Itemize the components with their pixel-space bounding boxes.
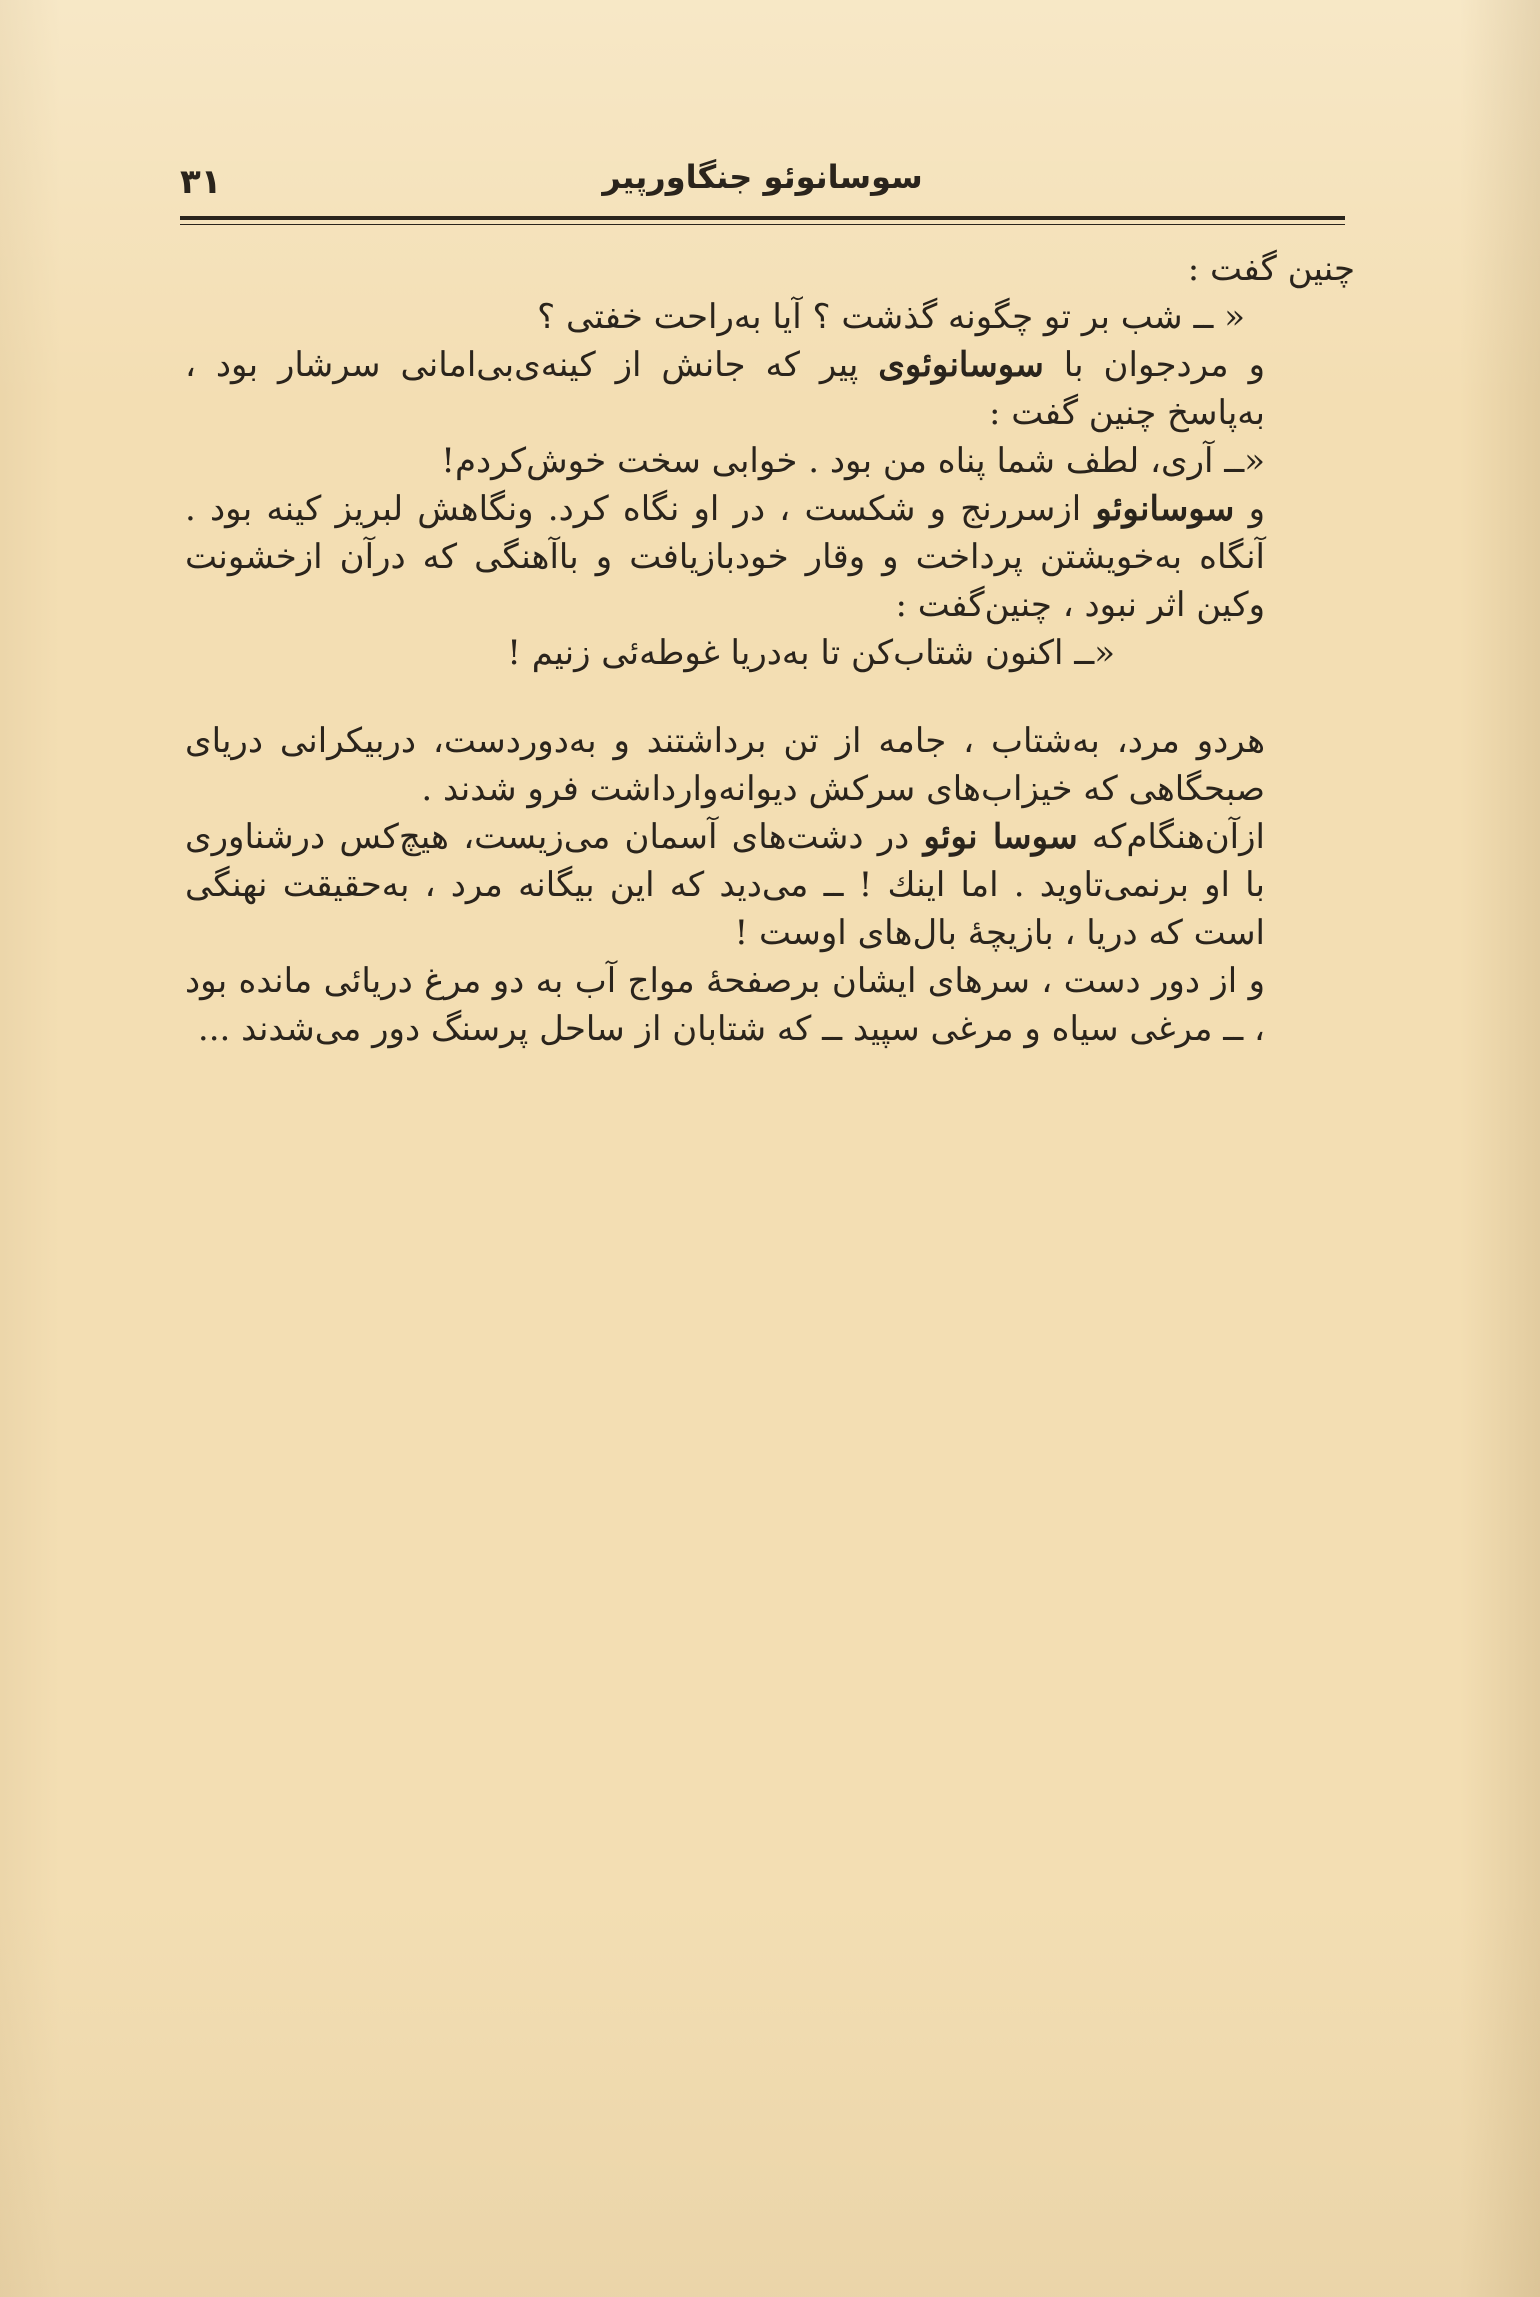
running-title: سوسانوئو جنگاورپیر xyxy=(602,158,923,196)
paragraph-text: و از دور دست ، سرهای ایشان برصفحهٔ مواج آب به دو مرغ دریائی مانده بود ، ــ مرغی سیاه و مرغی سپید ــ که شتابان از ساحل پرسنگ دور می‌شدند ... xyxy=(185,961,1265,1049)
paragraph-text: «ــ آری، لطف شما پناه من بود . خوابی سخت خوش‌کردم! xyxy=(441,441,1265,481)
character-name: سوسانوئوی xyxy=(878,345,1044,385)
paragraph-text: و xyxy=(1234,489,1265,529)
character-name: سوسانوئو xyxy=(1095,489,1235,529)
paragraph xyxy=(185,629,1355,677)
paragraph-text: و مردجوان با xyxy=(1043,345,1266,385)
page-number: ۳۱ xyxy=(180,162,222,202)
paragraph-text: هردو مرد، به‌شتاب ، جامه از تن برداشتند و به‌دوردست، دربیکرانی دریای صبحگاهی که خیزاب‌های سرکش دیوانه‌وارداشت فرو شدند . xyxy=(185,721,1265,809)
page-header xyxy=(180,150,1345,210)
paragraph-gap xyxy=(185,677,1355,717)
paragraph xyxy=(185,245,1355,293)
header-rule-thick xyxy=(180,216,1345,220)
paragraph-text: در دشت‌های آسمان می‌زیست، هیچ‌کس درشناوری با او برنمی‌تاوید . اما اینك ! ــ می‌دید که این بیگانه مرد ، به‌حقیقت نهنگی است که دریا ، بازیچهٔ بال‌های اوست ! xyxy=(185,817,1265,953)
paragraph xyxy=(185,717,1355,813)
paragraph xyxy=(185,341,1355,437)
paragraph xyxy=(185,813,1355,957)
paragraph-text: پیر که جانش از کینه‌ی‌بی‌امانی سرشار بود ، به‌پاسخ چنین گفت : xyxy=(185,345,1265,433)
paragraph xyxy=(185,957,1355,1053)
paragraph xyxy=(185,485,1355,629)
paragraph-text: ازآن‌هنگام‌که xyxy=(1077,817,1265,857)
paragraph xyxy=(185,437,1355,485)
header-rule-thin xyxy=(180,224,1345,225)
body-text xyxy=(185,245,1355,1053)
paragraph-text: ازسررنج و شکست ، در او نگاه کرد. ونگاهش لبریز کینه بود . آنگاه به‌خویشتن پرداخت و وقار خودبازیافت و باآهنگی که درآن ازخشونت وکین اثر نبود ، چنین‌گفت : xyxy=(185,489,1265,625)
paragraph-text: «ــ اکنون شتاب‌کن تا به‌دریا غوطه‌ئی زنیم ! xyxy=(507,633,1115,673)
character-name: سوسا نوئو xyxy=(923,817,1078,857)
paragraph-text: چنین گفت : xyxy=(1187,249,1355,289)
paragraph-text: « ــ شب بر تو چگونه گذشت ؟ آیا به‌راحت خفتی ؟ xyxy=(537,297,1245,337)
paragraph xyxy=(185,293,1355,341)
